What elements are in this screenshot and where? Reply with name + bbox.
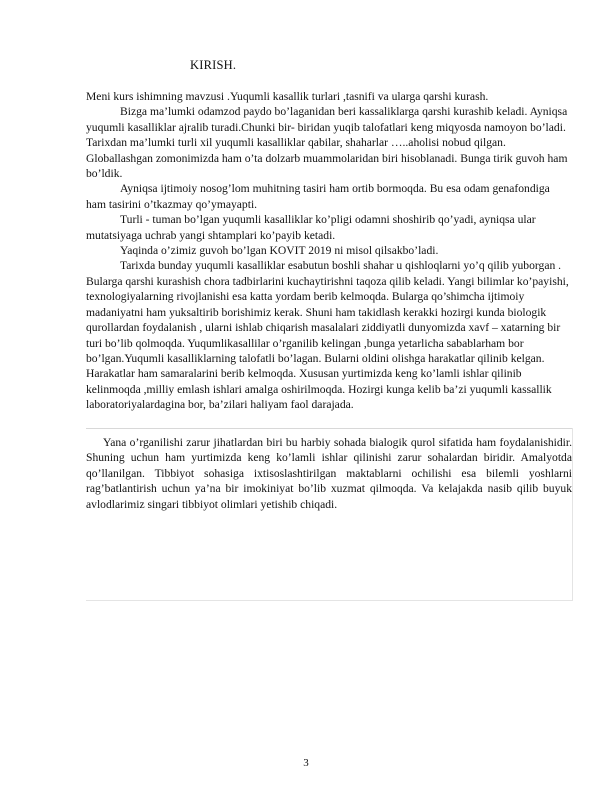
military-section [86, 435, 572, 512]
topic-paragraph: Meni kurs ishimning mavzusi .Yuqumli kasallik turlari ,tasnifi va ularga qarshi kurash. [86, 90, 489, 103]
paragraph-military: Yana o’rganilishi zarur jihatlardan biri bu harbiy sohada bialogik qurol sifatida ham foydalanishidir. Shuning uchun ham yurtimizda keng ko’lamli ishlar qilinishi zarur sohalardan biridir. Amalyotda qo’llanilgan. Tibbiyot sohasiga ixtisoslashtirilgan maktablarni ochilishi esa bilemli yoshlarni rag’batlantirish uchun ya’na bir imokiniyat bo’lib xuzmat qilmoqda. Va kelajakda nasib qilib buyuk avlodlarimiz singari tibbiyot olimlari yetishib chiqadi. [86, 436, 572, 511]
document-title: KIRISH. [190, 58, 237, 72]
intro-section [86, 89, 572, 413]
paragraph-mutation: Turli - tuman bo’lgan yuqumli kasalliklar ko’pligi odamni shoshirib qo’yadi, ayniqsa ular mutatsiyaga uchrab yangi shtamplari ko’payib ketadi. [86, 213, 536, 242]
paragraph-covid: Yaqinda o’zimiz guvoh bo’lgan KOVIT 2019 ni misol qilsakbo’ladi. [120, 244, 439, 258]
paragraph-environment: Ayniqsa ijtimoiy nosog’lom muhitning tasiri ham ortib bormoqda. Bu esa odam genafondiga ham tasirini o’tkazmay qo’ymayapti. [86, 182, 550, 211]
paragraph-history: Bizga ma’lumki odamzod paydo bo’laganidan beri kassaliklarga qarshi kurashib keladi. Ayniqsa yuqumli kasalliklar ajralib turadi.Chunki bir- biridan yuqib talofatlari keng miqyosda namoyon bo’ladi. Tarixdan ma’lumki turli xil yuqumli kasalliklar qabilar, shaharlar …..aholisi nobud qilgan. Globallashgan zomonimizda ham o’ta dolzarb muammolaridan biri hisoblanadi. Bunga tirik guvoh ham bo’ldik. [86, 105, 568, 181]
page-number: 3 [303, 757, 309, 769]
paragraph-measures: Tarixda bunday yuqumli kasalliklar esabutun boshli shahar u qishloqlarni yo’q qilib yuborgan . Bularga qarshi kurashish chora tadbirlarini kuchaytirishni taqoza qilib keladi. Yangi bilimlar ko’payishi, texnologiyalarning rivojlanishi esa katta yordam berib kelmoqda. Bularga qo’shimcha ijtimoiy madaniyatni ham yuksaltirib borishimiz kerak. Shuni ham takidlash kerakki hozirgi kunda biologik qurollardan foydalanish , ularni ishlab chiqarish masalalari ziddiyatli dunyomizda xavf – xatarning bir turi bo’lib qolmoqda. Yuqumlikasallilar o’rganilib kelingan ,bunga yetarlicha sabablarham bor bo’lgan.Yuqumli kasalliklarning talofatli bo’lagan. Bularni oldini olishga harakatlar qilinib kelgan. Harakatlar ham samaralarini berib kelmoqda. Xususan yurtimizda keng ko’lamli ishlar qilinib kelinmoqda ,milliy emlash ishlari amalga oshirilmoqda. Hozirgi kunga kelib ba’zi yuqumli kassallik laboratoriyalardagina bor, ba’zilari haliyam faol darajada. [86, 259, 569, 412]
